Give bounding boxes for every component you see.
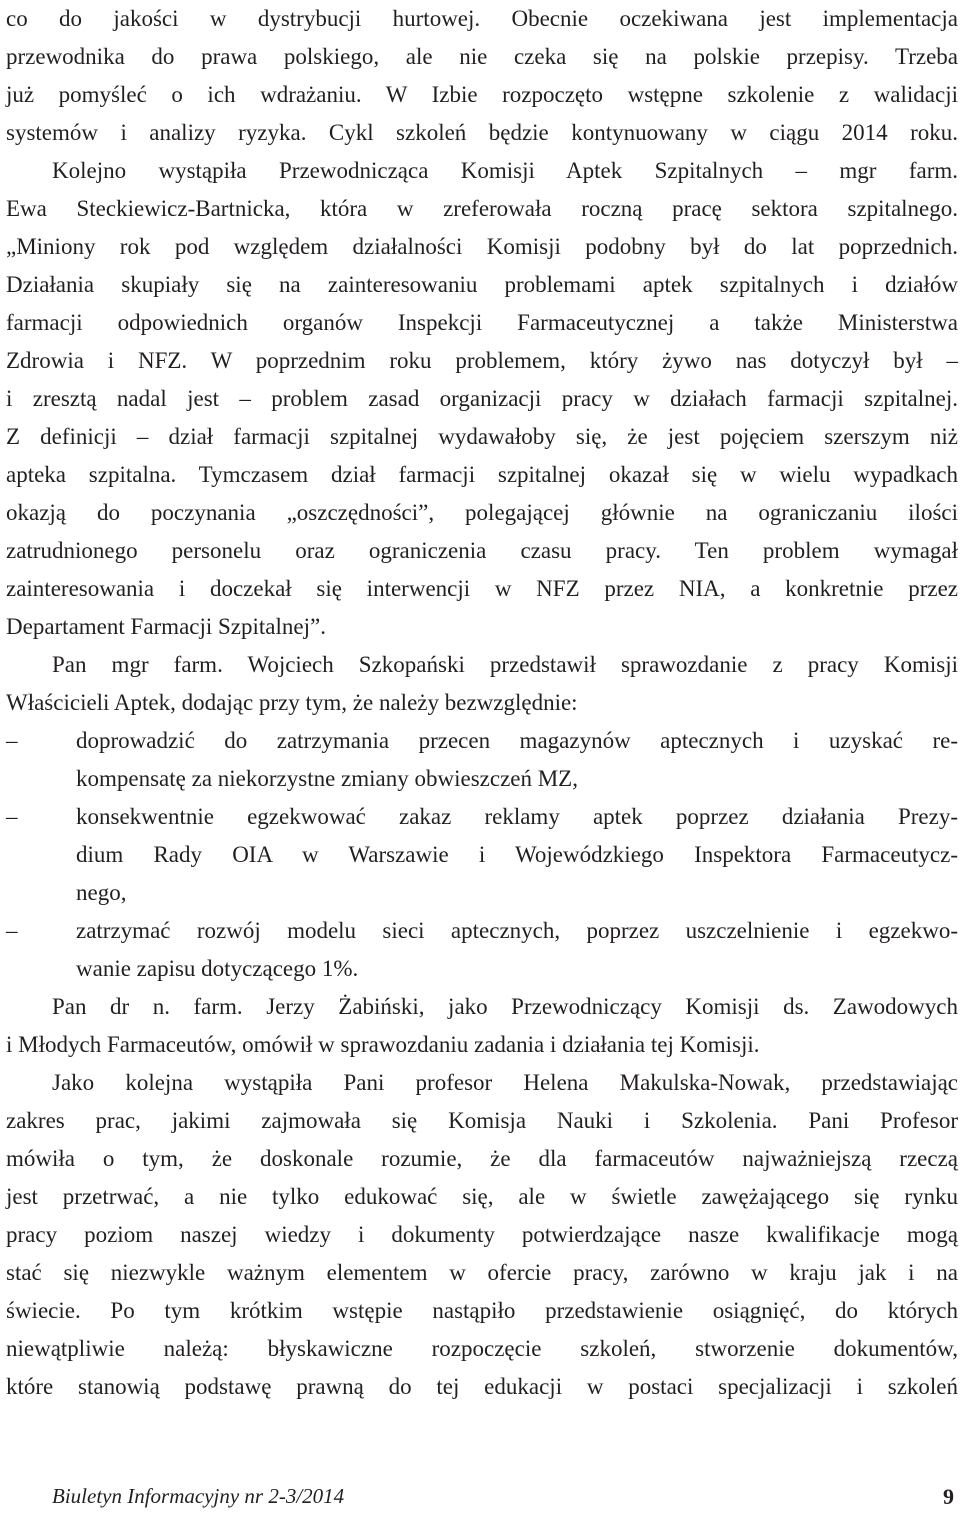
text-line: które stanowią podstawę prawną do tej edukacji w postaci specjalizacji i szkoleń xyxy=(6,1374,958,1399)
bullet-dash: – xyxy=(6,804,18,829)
bullet-text: doprowadzić do zatrzymania przecen magazynów aptecznych i uzyskać re- xyxy=(76,728,958,753)
text-line: Ewa Steckiewicz-Bartnicka, która w zreferowała roczną pracę sektora szpitalnego. xyxy=(6,196,958,221)
bullet-dash: – xyxy=(6,918,18,943)
text-line: i Młodych Farmaceutów, omówił w sprawozdaniu zadania i działania tej Komisji. xyxy=(6,1032,760,1057)
bullet-text: zatrzymać rozwój modelu sieci aptecznych, poprzez uszczelnienie i egzekwo- xyxy=(76,918,958,943)
text-line: apteka szpitalna. Tymczasem dział farmacji szpitalnej okazał się w wielu wypadkach xyxy=(6,462,958,487)
text-line: Właścicieli Aptek, dodając przy tym, że należy bezwzględnie: xyxy=(6,690,578,715)
publication-title: Biuletyn Informacyjny nr 2-3/2014 xyxy=(52,1484,345,1508)
text-line: pracy poziom naszej wiedzy i dokumenty potwierdzające nasze kwalifikacje mogą xyxy=(6,1222,958,1247)
article-body xyxy=(6,0,958,1406)
text-line: okazją do poczynania „oszczędności”, polegającej głównie na ograniczaniu ilości xyxy=(6,500,958,525)
text-line: Kolejno wystąpiła Przewodnicząca Komisji Aptek Szpitalnych – mgr farm. xyxy=(52,158,958,183)
text-line: stać się niezwykle ważnym elementem w ofercie pracy, zarówno w kraju jak i na xyxy=(6,1260,958,1285)
bullet-text: konsekwentnie egzekwować zakaz reklamy aptek poprzez działania Prezy- xyxy=(76,804,958,829)
bullet-item xyxy=(6,798,958,836)
text-line: Pan mgr farm. Wojciech Szkopański przedstawił sprawozdanie z pracy Komisji xyxy=(52,652,958,677)
text-line: mówiła o tym, że doskonale rozumie, że dla farmaceutów najważniejszą rzeczą xyxy=(6,1146,958,1171)
text-line: niewątpliwie należą: błyskawiczne rozpoczęcie szkoleń, stworzenie dokumentów, xyxy=(6,1336,958,1361)
text-line: przewodnika do prawa polskiego, ale nie czeka się na polskie przepisy. Trzeba xyxy=(6,44,958,69)
text-line: świecie. Po tym krótkim wstępie nastąpiło przedstawienie osiągnięć, do których xyxy=(6,1298,958,1323)
text-line: zakres prac, jakimi zajmowała się Komisja Nauki i Szkolenia. Pani Profesor xyxy=(6,1108,958,1133)
text-line: Departament Farmacji Szpitalnej”. xyxy=(6,614,326,639)
bullet-continuation: dium Rady OIA w Warszawie i Wojewódzkiego Inspektora Farmaceutycz- xyxy=(76,842,958,867)
text-line: Działania skupiały się na zainteresowaniu problemami aptek szpitalnych i działów xyxy=(6,272,958,297)
page-footer xyxy=(52,1484,954,1514)
text-line: i zresztą nadal jest – problem zasad organizacji pracy w działach farmacji szpitalnej. xyxy=(6,386,958,411)
text-line: farmacji odpowiednich organów Inspekcji Farmaceutycznej a także Ministerstwa xyxy=(6,310,958,335)
bullet-dash: – xyxy=(6,728,18,753)
text-line: „Miniony rok pod względem działalności Komisji podobny był do lat poprzednich. xyxy=(6,234,958,259)
text-line: Z definicji – dział farmacji szpitalnej wydawałoby się, że jest pojęciem szerszym niż xyxy=(6,424,958,449)
text-line: Pan dr n. farm. Jerzy Żabiński, jako Przewodniczący Komisji ds. Zawodowych xyxy=(52,994,958,1019)
text-line: jest przetrwać, a nie tylko edukować się, ale w świetle zawężającego się rynku xyxy=(6,1184,958,1209)
bullet-item xyxy=(6,912,958,950)
bullet-continuation: wanie zapisu dotyczącego 1%. xyxy=(76,956,359,981)
text-line: Jako kolejna wystąpiła Pani profesor Helena Makulska-Nowak, przedstawiając xyxy=(52,1070,958,1095)
text-line: systemów i analizy ryzyka. Cykl szkoleń będzie kontynuowany w ciągu 2014 roku. xyxy=(6,120,958,145)
text-line: zatrudnionego personelu oraz ograniczenia czasu pracy. Ten problem wymagał xyxy=(6,538,958,563)
text-line: już pomyśleć o ich wdrażaniu. W Izbie rozpoczęto wstępne szkolenie z walidacji xyxy=(6,82,958,107)
page-number: 9 xyxy=(943,1484,954,1509)
text-line: Zdrowia i NFZ. W poprzednim roku problemem, który żywo nas dotyczył był – xyxy=(6,348,958,373)
bullet-continuation: kompensatę za niekorzystne zmiany obwieszczeń MZ, xyxy=(76,766,578,791)
bullet-continuation: nego, xyxy=(76,880,127,905)
text-line: co do jakości w dystrybucji hurtowej. Obecnie oczekiwana jest implementacja xyxy=(6,6,958,31)
text-line: zainteresowania i doczekał się interwencji w NFZ przez NIA, a konkretnie przez xyxy=(6,576,958,601)
bullet-item xyxy=(6,722,958,760)
